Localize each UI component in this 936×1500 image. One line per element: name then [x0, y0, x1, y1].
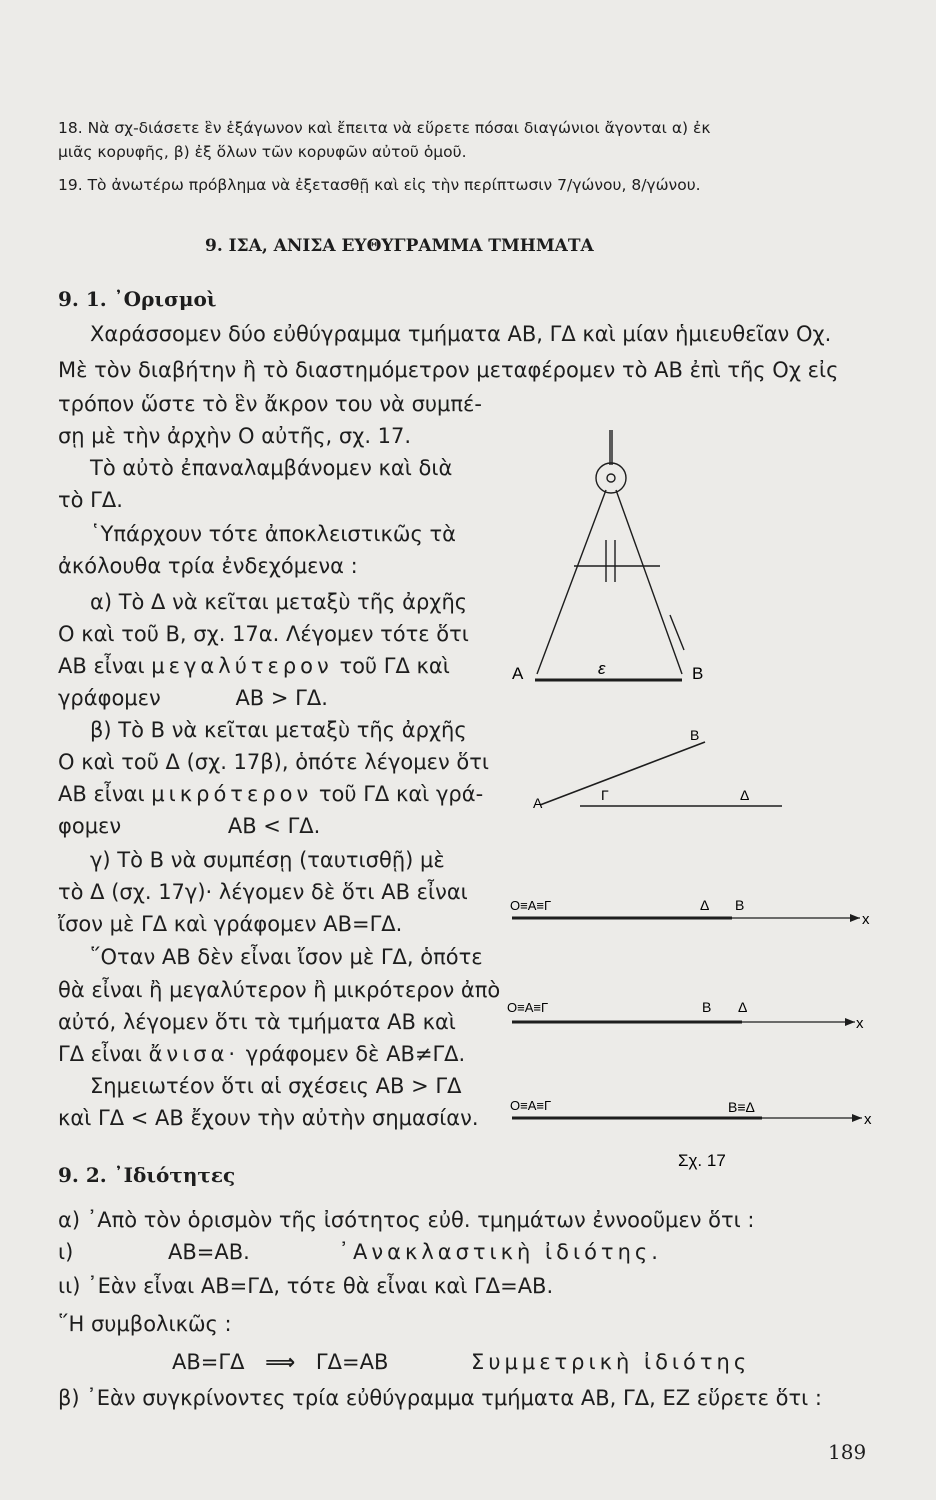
text-line: Σημειωτέον ὅτι αἱ σχέσεις ΑΒ > ΓΔ — [90, 1074, 462, 1098]
inequality: ΑΒ > ΓΔ. — [235, 686, 328, 710]
implication-left: ΑΒ=ΓΔ — [172, 1350, 245, 1374]
property-ii: ιι) ᾿Εὰν εἶναι ΑΒ=ΓΔ, τότε θὰ εἶναι καὶ ΓΔ=ΑΒ. — [58, 1274, 554, 1298]
ray-c-arrow-icon — [852, 1114, 862, 1122]
compass-label-a: Α — [512, 664, 524, 683]
case-a-line: α) Τὸ Δ νὰ κεῖται μεταξὺ τῆς ἀρχῆς — [90, 590, 468, 614]
segment-label-a: Α — [533, 795, 543, 811]
text-span: γράφομεν — [58, 686, 161, 710]
case-c-line: ἴσον μὲ ΓΔ καὶ γράφομεν ΑΒ=ΓΔ. — [58, 912, 403, 936]
text-line: καὶ ΓΔ < ΑΒ ἔχουν τὴν αὐτὴν σημασίαν. — [58, 1106, 479, 1130]
ray-a-origin-label: Ο≡Α≡Γ — [510, 898, 552, 913]
text-line: ῞Οταν ΑΒ δὲν εἶναι ἴσον μὲ ΓΔ, ὁπότε — [90, 945, 483, 969]
exercise-18-line-1: 18. Νὰ σχ-διάσετε ἓν ἑξάγωνον καὶ ἔπειτα νὰ εὕρετε πόσαι διαγώνιοι ἄγονται α) ἐκ — [58, 119, 711, 137]
implies-arrow-icon: ⟹ — [265, 1350, 296, 1374]
text-span: τοῦ ΓΔ καὶ γρά- — [318, 782, 484, 806]
text-span: γράφομεν δὲ ΑΒ≠ΓΔ. — [245, 1042, 466, 1066]
text-line: Μὲ τὸν διαβήτην ἢ τὸ διαστημόμετρον μεταφέρομεν τὸ ΑΒ ἐπὶ τῆς Οχ εἰς — [58, 358, 839, 382]
ray-a-arrow-icon — [850, 914, 860, 922]
ray-c-origin-label: Ο≡Α≡Γ — [510, 1098, 552, 1113]
text-line: α) ᾿Απὸ τὸν ὁρισμὸν τῆς ἰσότητος εὐθ. τμημάτων ἐννοοῦμεν ὅτι : — [58, 1208, 755, 1232]
ray-b-arrow-icon — [845, 1018, 855, 1026]
ray-a-label-d: Δ — [700, 897, 710, 913]
case-b-line: β) Τὸ Β νὰ κεῖται μεταξὺ τῆς ἀρχῆς — [90, 718, 467, 742]
case-b-line: Ο καὶ τοῦ Δ (σχ. 17β), ὁπότε λέγομεν ὅτι — [58, 750, 489, 774]
symbolic-label: ῞Η συμβολικῶς : — [58, 1312, 232, 1336]
text-span: τοῦ ΓΔ καὶ — [339, 654, 450, 678]
segment-label-g: Γ — [601, 787, 609, 803]
text-span: φομεν — [58, 814, 122, 838]
text-line: ἀκόλουθα τρία ἐνδεχόμενα : — [58, 554, 358, 578]
property-name: Συμμετρικὴ ἰδιότης — [471, 1350, 751, 1374]
segment-label-b: Β — [690, 727, 700, 743]
compass-label-epsilon: ε — [598, 659, 606, 678]
compass-label-b: Β — [692, 664, 704, 683]
property-name: ᾿Ανακλαστικὴ ἰδιότης. — [338, 1240, 662, 1264]
chapter-title: 9. ΙΣΑ, ΑΝΙΣΑ ΕΥΘΥΓΡΑΜΜΑ ΤΜΗΜΑΤΑ — [205, 236, 594, 256]
ray-c-label-x: x — [864, 1111, 872, 1128]
segment-ab — [540, 742, 705, 805]
ray-c-label-bd: Β≡Δ — [728, 1099, 755, 1115]
ray-b-label-d: Δ — [738, 999, 748, 1015]
case-c-line: γ) Τὸ Β νὰ συμπέσῃ (ταυτισθῇ) μὲ — [90, 848, 445, 872]
case-a-line: Ο καὶ τοῦ Β, σχ. 17α. Λέγομεν τότε ὅτι — [58, 622, 469, 646]
exercise-19: 19. Τὸ ἀνωτέρω πρόβλημα νὰ ἐξετασθῇ καὶ εἰς τὴν περίπτωσιν 7/γώνου, 8/γώνου. — [58, 176, 701, 194]
case-c-line: τὸ Δ (σχ. 17γ)· λέγομεν δὲ ὅτι ΑΒ εἶναι — [58, 880, 468, 904]
text-span: ΑΒ εἶναι — [58, 654, 145, 678]
ray-b-origin-label: Ο≡Α≡Γ — [507, 1000, 549, 1015]
ray-a-label-x: x — [862, 911, 870, 928]
inequality: ΑΒ < ΓΔ. — [227, 814, 321, 838]
text-line: θὰ εἶναι ἢ μεγαλύτερον ἢ μικρότερον ἀπὸ — [58, 978, 501, 1002]
exercise-18-line-2: μιᾶς κορυφῆς, β) ἐξ ὅλων τῶν κορυφῶν αὐτοῦ ὁμοῦ. — [58, 143, 467, 161]
ray-b-label-b: Β — [702, 999, 712, 1015]
figure-caption: Σχ. 17 — [678, 1151, 726, 1170]
text-line: Τὸ αὐτὸ ἐπαναλαμβάνομεν καὶ διὰ — [90, 456, 453, 480]
ray-a-label-b: Β — [735, 897, 745, 913]
text-line: τρόπον ὥστε τὸ ἓν ἄκρον του νὰ συμπέ- — [58, 392, 482, 416]
text-span: ΓΔ εἶναι — [58, 1042, 142, 1066]
ray-b-label-x: x — [856, 1015, 864, 1032]
implication-right: ΓΔ=ΑΒ — [315, 1350, 389, 1374]
page-number: 189 — [828, 1440, 867, 1464]
property-equation: ΑΒ=ΑΒ. — [168, 1240, 250, 1264]
text-line: Χαράσσομεν δύο εὐθύγραμμα τμήματα ΑΒ, ΓΔ καὶ μίαν ἡμιευθεῖαν Οχ. — [90, 322, 832, 346]
text-line: τὸ ΓΔ. — [58, 488, 123, 512]
section-heading-definitions: 9. 1. ᾿Ορισμοὶ — [58, 287, 217, 311]
property-number: ι) — [58, 1240, 74, 1264]
spaced-term: ἄνισα· — [148, 1042, 240, 1066]
text-line: β) ᾿Εὰν συγκρίνοντες τρία εὐθύγραμμα τμήματα ΑΒ, ΓΔ, ΕΖ εὕρετε ὅτι : — [58, 1386, 822, 1410]
spaced-term: μεγαλύτερον — [151, 654, 333, 678]
section-heading-properties: 9. 2. ᾿Ιδιότητες — [58, 1163, 236, 1187]
segment-label-d: Δ — [740, 787, 750, 803]
text-span: ΑΒ εἶναι — [58, 782, 145, 806]
text-line: αὐτό, λέγομεν ὅτι τὰ τμήματα ΑΒ καὶ — [58, 1010, 456, 1034]
spaced-term: μικρότερον — [151, 782, 313, 806]
text-line: ῾Υπάρχουν τότε ἀποκλειστικῶς τὰ — [90, 522, 456, 546]
compass-drawing — [537, 430, 684, 674]
text-line: σῃ μὲ τὴν ἀρχὴν Ο αὐτῆς, σχ. 17. — [58, 424, 412, 448]
